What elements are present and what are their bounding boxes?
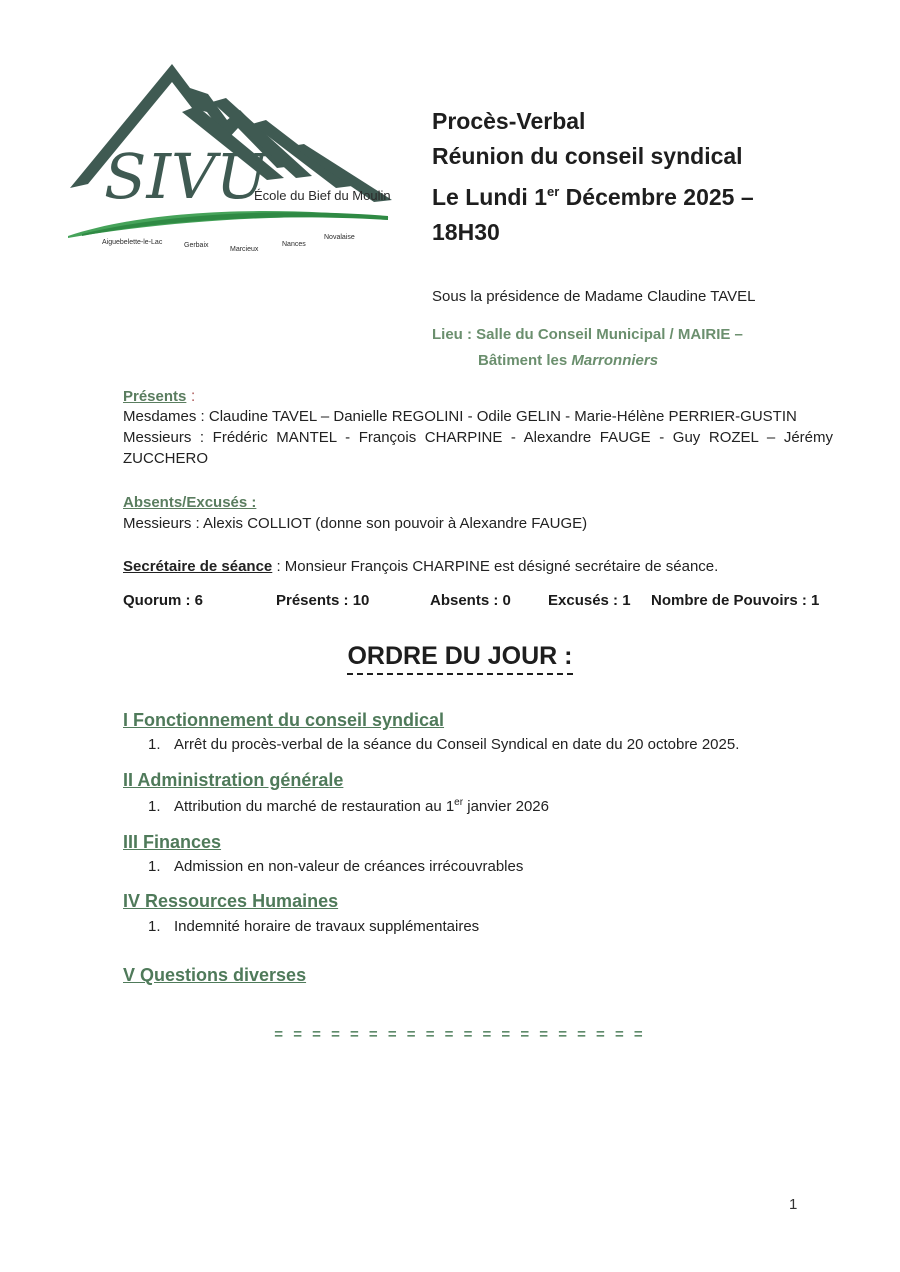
pouvoirs-count: Nombre de Pouvoirs : 1: [651, 592, 820, 609]
title-date-post: Décembre 2025 –: [559, 184, 754, 210]
presents-colon: :: [186, 388, 196, 405]
agenda-item-number: 1.: [148, 798, 161, 815]
lieu-building-pre: Bâtiment les: [478, 352, 572, 369]
title-date-pre: Le Lundi 1: [432, 184, 547, 210]
title-line-2: Réunion du conseil syndical: [432, 143, 743, 169]
logo-school-name: École du Bief du Moulin: [254, 188, 391, 203]
title-line-1: Procès-Verbal: [432, 108, 586, 134]
presents-count: Présents : 10: [276, 592, 370, 609]
agenda-section-4: IV Ressources Humaines: [123, 891, 339, 911]
agenda-item: [148, 858, 523, 875]
logo-acronym: SIVU: [104, 140, 268, 213]
presents-list: [123, 406, 833, 469]
sivu-logo: [62, 58, 402, 258]
absents-count: Absents : 0: [430, 592, 511, 609]
absents-list: Messieurs : Alexis COLLIOT (donne son pouvoir à Alexandre FAUGE): [123, 515, 588, 532]
agenda-heading: [0, 642, 900, 675]
presidence-text: Sous la présidence de Madame Claudine TAVEL: [432, 288, 756, 305]
presents-heading: [123, 388, 195, 406]
logo-commune: Marcieux: [230, 246, 259, 253]
lieu-line-2: [478, 352, 658, 369]
agenda-item-sup: er: [454, 797, 464, 808]
agenda-item-text: Arrêt du procès-verbal de la séance du Conseil Syndical en date du 20 octobre 2025.: [174, 736, 740, 753]
agenda-item-text-end: janvier 2026: [463, 798, 549, 815]
logo-commune: Aiguebelette-le-Lac: [102, 239, 163, 246]
logo-commune: Gerbaix: [184, 242, 209, 249]
agenda-item-number: 1.: [148, 858, 161, 875]
title-date-sup: er: [547, 184, 560, 199]
quorum-row: [123, 592, 823, 614]
agenda-section-3: III Finances: [123, 832, 222, 852]
agenda-item-number: 1.: [148, 736, 161, 753]
excuses-count: Excusés : 1: [548, 592, 631, 609]
agenda-section-5: V Questions diverses: [123, 965, 307, 985]
secretaire-text: : Monsieur François CHARPINE est désigné secrétaire de séance.: [272, 558, 719, 575]
agenda-item: [148, 797, 549, 815]
presents-messieurs: Messieurs : Frédéric MANTEL - François CHARPINE - Alexandre FAUGE - Guy ROZEL – Jérémy: [123, 429, 833, 446]
presents-mesdames: Mesdames : Claudine TAVEL – Danielle REGOLINI - Odile GELIN - Marie-Hélène PERRIER-GUSTIN: [123, 408, 797, 425]
lieu-building-name: Marronniers: [571, 352, 659, 369]
absents-heading: Absents/Excusés :: [123, 494, 257, 511]
agenda-item-text: Attribution du marché de restauration au 1: [174, 798, 455, 815]
agenda-section-1: I Fonctionnement du conseil syndical: [123, 710, 445, 730]
secretaire-label: Secrétaire de séance: [123, 558, 273, 575]
lieu-line-1: Lieu : Salle du Conseil Municipal / MAIRIE –: [432, 326, 743, 343]
document-title: [432, 104, 812, 250]
secretaire-line: [123, 556, 718, 577]
agenda-item-text: Indemnité horaire de travaux supplémentaires: [174, 918, 480, 935]
agenda-item: [148, 918, 479, 935]
logo-commune: Novalaise: [324, 234, 355, 241]
title-line-3: [432, 174, 812, 215]
quorum-count: Quorum : 6: [123, 592, 204, 609]
agenda-section-2: II Administration générale: [123, 770, 344, 790]
agenda-item: [148, 736, 739, 753]
logo-commune: Nances: [282, 241, 306, 248]
page-number: 1: [789, 1196, 798, 1213]
mountain-logo-graphic: [62, 58, 402, 258]
separator-line: = = = = = = = = = = = = = = = = = = = =: [274, 1026, 646, 1043]
title-line-4: 18H30: [432, 219, 500, 245]
agenda-item-text: Admission en non-valeur de créances irrécouvrables: [174, 858, 524, 875]
agenda-item-number: 1.: [148, 918, 161, 935]
agenda-heading-text: ORDRE DU JOUR :: [347, 642, 572, 675]
presents-messieurs-cont: ZUCCHERO: [123, 450, 208, 467]
presents-label: Présents: [123, 388, 187, 405]
